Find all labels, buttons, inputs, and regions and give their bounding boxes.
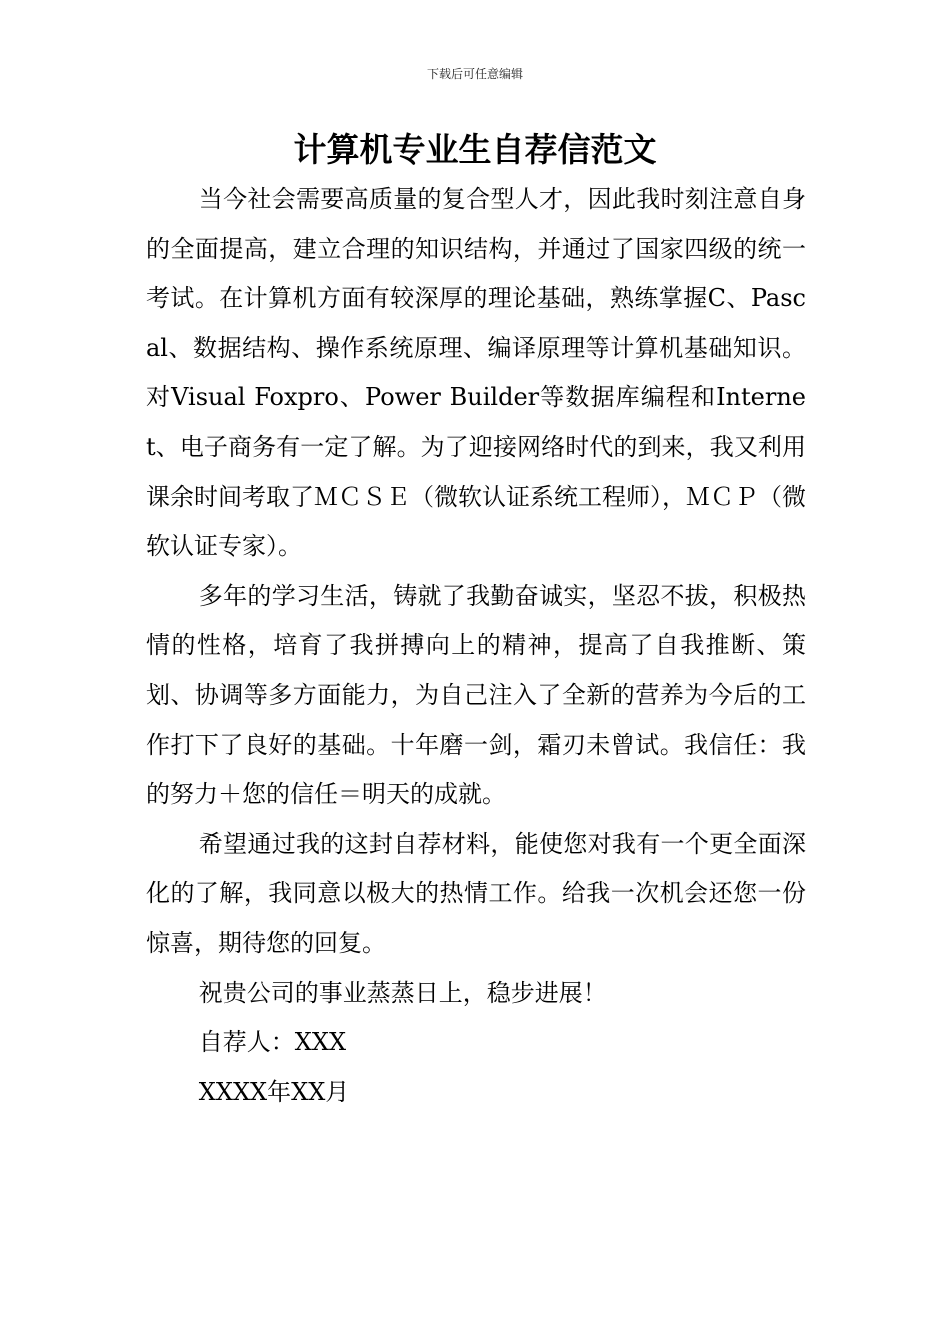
body-paragraph-3: 希望通过我的这封自荐材料，能使您对我有一个更全面深化的了解，我同意以极大的热情工作。给我一次机会还您一份惊喜，期待您的回复。 [146,829,806,957]
document-title: 计算机专业生自荐信范文 [293,130,657,169]
date-line: XXXX年XX月 [198,1077,350,1106]
header-note: 下载后可任意编辑 [426,67,523,81]
body-paragraph-2: 多年的学习生活，铸就了我勤奋诚实，坚忍不拔，积极热情的性格，培育了我拼搏向上的精神，提高了自我推断、策划、协调等多方面能力，为自己注入了全新的营养为今后的工作打下了良好的基础。十年磨一剑，霜刃未曾试。我信任：我的努力＋您的信任＝明天的成就。 [146,581,806,809]
closing-line: 祝贵公司的事业蒸蒸日上，稳步进展！ [198,978,607,1007]
body-paragraph-1: 当今社会需要高质量的复合型人才，因此我时刻注意自身的全面提高，建立合理的知识结构，并通过了国家四级的统一考试。在计算机方面有较深厚的理论基础，熟练掌握C、Pascal、数据结构、操作系统原理、编译原理等计算机基础知识。对Visual Foxpro、Power Builder等数据库编程和Internet、电子商务有一定了解。为了迎接网络时代的到来，我又利用课余时间考取了ＭＣＳＥ（微软认证系统工程师），ＭＣＰ（微软认证专家）。 [146,185,806,561]
document-body [146,175,806,1117]
signature-line: 自荐人：XXX [198,1028,347,1057]
